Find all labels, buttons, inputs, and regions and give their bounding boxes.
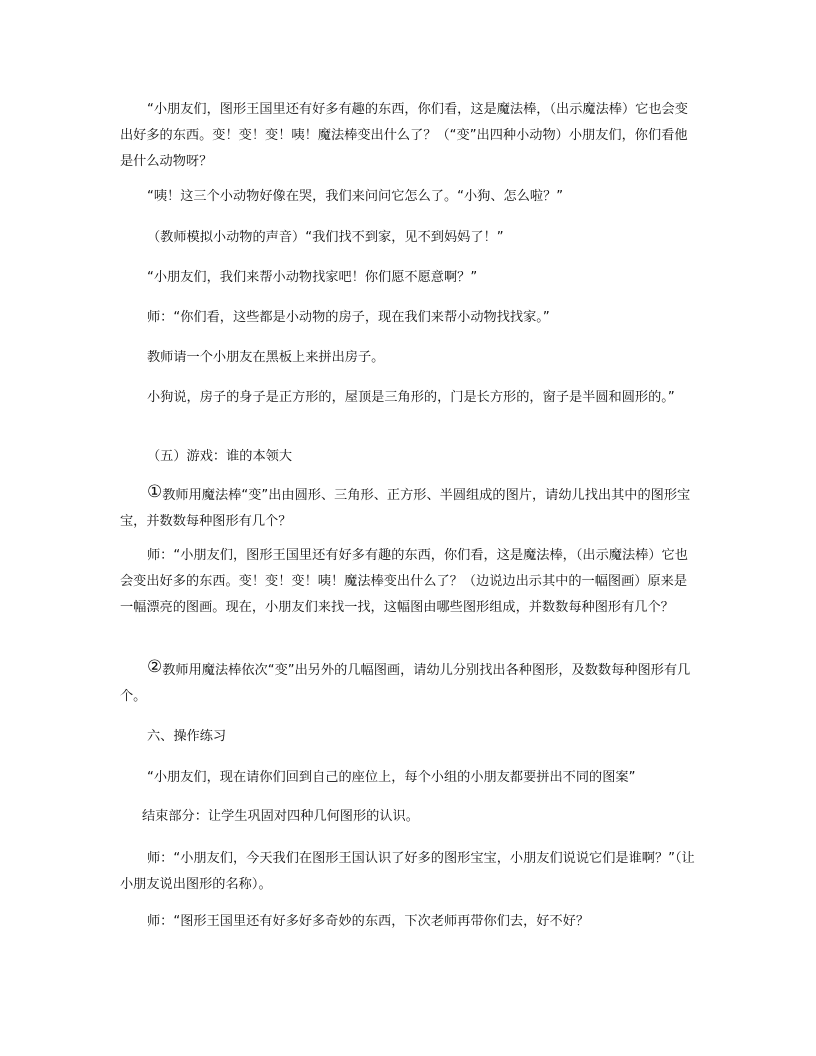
paragraph-today-learned: [120, 846, 698, 898]
paragraph-text: 师：“你们看，这些都是小动物的房子，现在我们来帮小动物找找家。”: [147, 310, 550, 325]
paragraph-animals-crying: [120, 184, 698, 210]
paragraph-text: 师：“图形王国里还有好多好多奇妙的东西，下次老师再带你们去，好不好？: [147, 914, 590, 929]
paragraph-houses: [120, 305, 698, 331]
section-heading-practice: [120, 724, 698, 750]
paragraph-text: 六、操作练习: [147, 729, 227, 744]
paragraph-blackboard: [120, 345, 698, 371]
paragraph-return-seats: [120, 765, 698, 791]
paragraph-text: “小朋友们，现在请你们回到自己的座位上，每个小组的小朋友都要拼出不同的图案”: [147, 770, 636, 785]
paragraph-magic-wand-picture: [120, 543, 698, 621]
paragraph-text: “咦！这三个小动物好像在哭，我们来问问它怎么了。“小狗、怎么啦？”: [147, 189, 564, 204]
paragraph-teacher-imitates: [120, 225, 698, 251]
paragraph-puppy-says: [120, 385, 698, 411]
paragraph-step-two: [120, 658, 698, 710]
paragraph-text: “小朋友们，我们来帮小动物找家吧！你们愿不愿意啊？”: [147, 270, 478, 285]
paragraph-text: （教师模拟小动物的声音）“我们找不到家，见不到妈妈了！”: [147, 230, 504, 245]
paragraph-closing: [120, 804, 698, 830]
paragraph-step-one: [120, 483, 698, 535]
paragraph-text: 师：“小朋友们，今天我们在图形王国认识了好多的图形宝宝，小朋友们说说它们是谁啊？”（让小朋友说出图形的名称）。: [120, 851, 695, 892]
paragraph-magic-wand-intro: [120, 97, 698, 175]
paragraph-text: “小朋友们，图形王国里还有好多有趣的东西，你们看，这是魔法棒，（出示魔法棒）它也会变出好多的东西。变！变！变！咦！魔法棒变出什么了？（“变”出四种小动物）小朋友们，你们看他是什么动物呀？: [120, 102, 688, 169]
circled-number-two: ②: [147, 657, 163, 677]
paragraph-text: 教师用魔法棒依次“变”出另外的几幅图画，请幼儿分别找出各种图形，及数数每种图形有几个。: [120, 663, 691, 704]
section-heading-game: [120, 444, 698, 470]
paragraph-text: 结束部分：让学生巩固对四种几何图形的认识。: [142, 809, 419, 824]
paragraph-text: 教师用魔法棒“变”出由圆形、三角形、正方形、半圆组成的图片，请幼儿找出其中的图形宝宝，并数数每种图形有几个？: [120, 488, 691, 529]
paragraph-help-find-home: [120, 265, 698, 291]
paragraph-text: 师：“小朋友们，图形王国里还有好多有趣的东西，你们看，这是魔法棒，（出示魔法棒）它也会变出好多的东西。变！变！变！咦！魔法棒变出什么了？（边说边出示其中的一幅图画）原来是一幅漂亮的图画。现在，小朋友们来找一找，这幅图由哪些图形组成，并数数每种图形有几个？: [120, 548, 688, 615]
paragraph-text: （五）游戏：谁的本领大: [147, 449, 293, 464]
paragraph-text: 教师请一个小朋友在黑板上来拼出房子。: [147, 350, 385, 365]
circled-number-one: ①: [147, 482, 163, 502]
paragraph-text: 小狗说，房子的身子是正方形的，屋顶是三角形的，门是长方形的，窗子是半圆和圆形的。”: [147, 390, 675, 405]
paragraph-next-time: [120, 909, 698, 935]
